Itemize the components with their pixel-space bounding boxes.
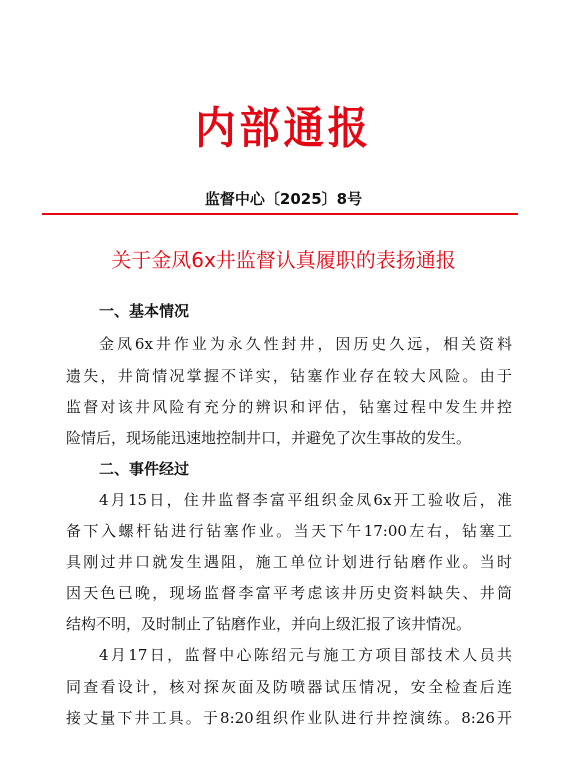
section-heading-1: 一、基本情况 — [99, 302, 190, 320]
body-line: 4月15日，住井监督李富平组织金凤6x开工验收后，准 — [99, 491, 512, 509]
body-line: 险情后，现场能迅速地控制井口，并避免了次生事故的发生。 — [66, 429, 472, 447]
section-heading-2: 二、事件经过 — [99, 460, 190, 478]
header-divider-line — [42, 213, 518, 215]
body-line: 遗失，井筒情况掌握不详实，钻塞作业存在较大风险。由于 — [66, 367, 512, 385]
body-line: 接丈量下井工具。于8:20组织作业队进行井控演练。8:26开 — [66, 709, 512, 727]
body-line: 同查看设计，核对探灰面及防喷器试压情况，安全检查后连 — [66, 678, 512, 696]
masthead-title: 内部通报 — [195, 103, 372, 154]
body-line: 金凤6x井作业为永久性封井，因历史久远，相关资料 — [99, 335, 512, 353]
notice-title: 关于金凤6x井监督认真履职的表扬通报 — [111, 248, 456, 272]
body-line: 监督对该井风险有充分的辨识和评估，钻塞过程中发生井控 — [66, 398, 512, 416]
body-line: 备下入螺杆钻进行钻塞作业。当天下午17:00左右，钻塞工 — [66, 522, 512, 540]
body-line: 4月17日，监督中心陈绍元与施工方项目部技术人员共 — [99, 646, 512, 664]
body-line: 因天色已晚，现场监督李富平考虑该井历史资料缺失、井筒 — [66, 584, 512, 602]
body-line: 具刚过井口就发生遇阻，施工单位计划进行钻磨作业。当时 — [66, 553, 512, 571]
body-line: 结构不明，及时制止了钻磨作业，并向上级汇报了该井情况。 — [66, 615, 472, 633]
document-number: 监督中心〔2025〕8号 — [204, 190, 363, 208]
